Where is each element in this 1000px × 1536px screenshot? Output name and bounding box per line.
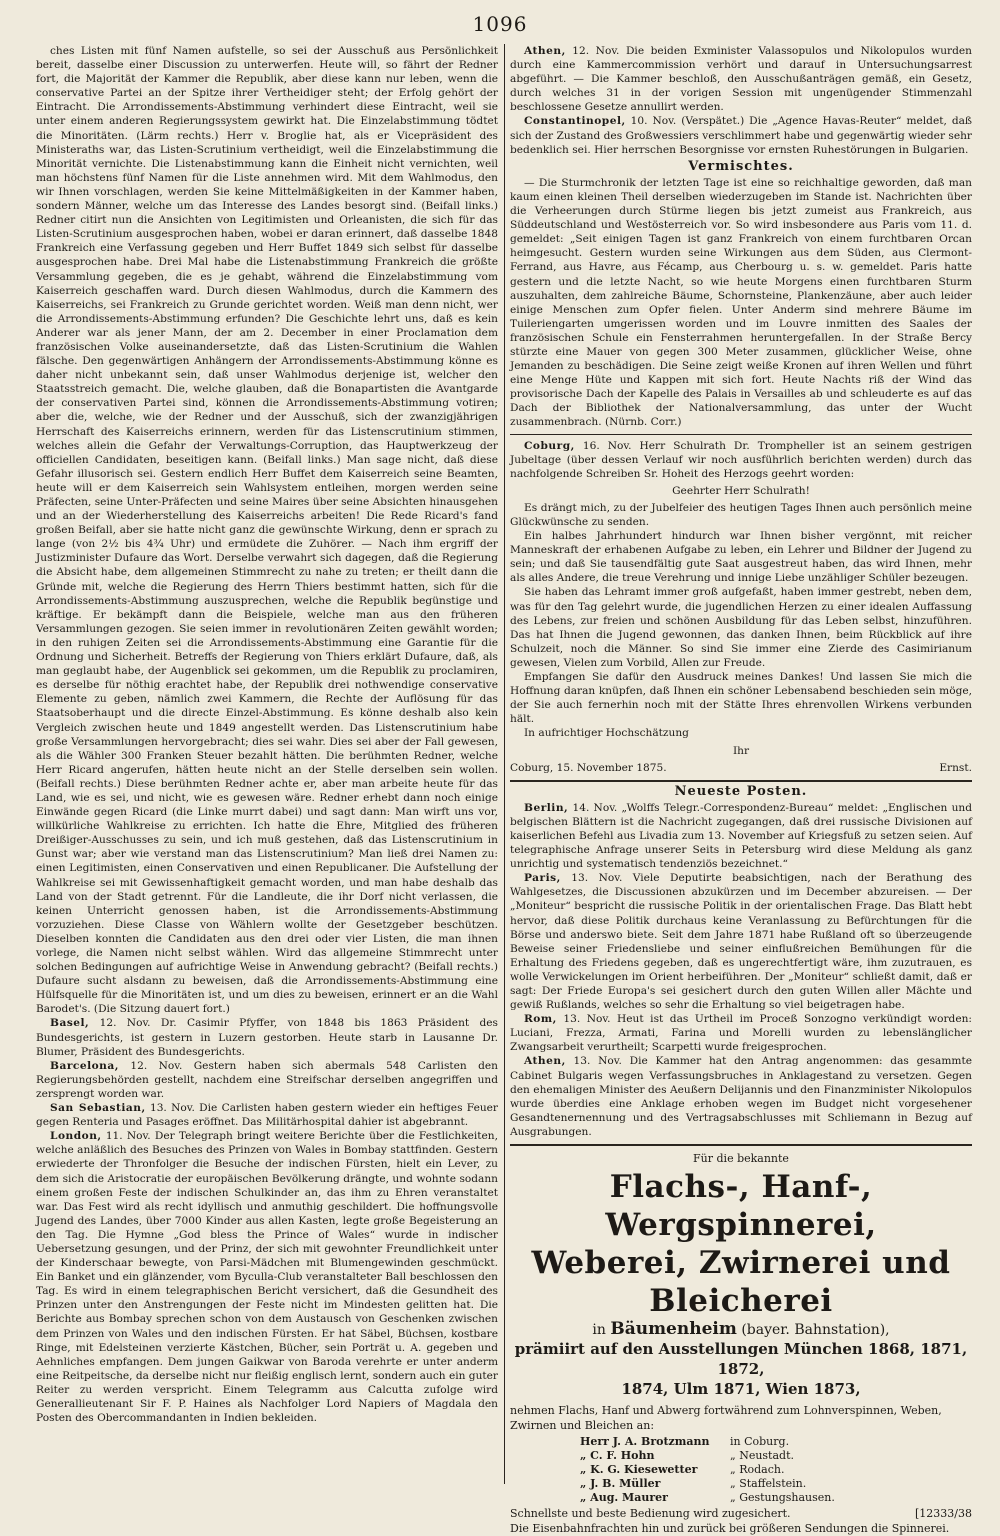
news-item-london — [36, 1129, 498, 1425]
news-text: 12. Nov. Gestern haben sich abermals 548 Carlisten den Regierungsbehörden gestellt, nachdem eine Streifschar derselben angegriffen und zersprengt worden war. — [36, 1059, 499, 1100]
ad-awards-line-1: prämiirt auf den Ausstellungen München 1868, 1871, 1872, — [514, 1340, 968, 1379]
agent-row — [580, 1491, 972, 1505]
ad-service-row — [510, 1507, 972, 1521]
news-text: 13. Nov. Heut ist das Urtheil im Proceß Sonzogno verkündigt worden: Luciani, Frezza, Armati, Farina und Morelli wurden zu lebenslänglicher Zwangsarbeit verurtheilt; Scarpetti wurde freigesprochen. — [510, 1013, 973, 1054]
letter-paragraph: Empfangen Sie dafür den Ausdruck meines Dankes! Und lassen Sie mich die Hoffnung daran knüpfen, daß Ihnen ein schöner Lebensabend beschieden sein möge, der Sie auch fernerhin noch mit der Stätte Ihres ehrenvollen Wirkens verbunden hält. — [510, 671, 972, 726]
column-divider — [504, 44, 505, 1484]
dateline-place: Constantinopel, — [524, 115, 626, 128]
dateline-place: Barcelona, — [50, 1059, 119, 1072]
dateline-place: London, — [50, 1130, 102, 1143]
news-item-coburg — [510, 439, 972, 481]
news-text: 13. Nov. Die Carlisten haben gestern wieder ein heftiges Feuer gegen Renteria und Pasages eröffnet. Das Militärhospital dahier ist abgebrannt. — [36, 1102, 498, 1129]
news-text: 12. Nov. Dr. Casimir Pfyffer, von 1848 bis 1863 Präsident des Bundesgerichts, ist gestern in Luzern gestorben. Heute starb in Lausanne Dr. Blumer, Präsident des Bundesgerichts. — [36, 1017, 498, 1058]
letter-closing: In aufrichtiger Hochschätzung — [524, 727, 689, 740]
news-text: 11. Nov. Der Telegraph bringt weitere Berichte über die Festlichkeiten, welche anläßlich des Besuches des Prinzen von Wales in Bombay stattfinden. Gestern erwiederte der Thronfolger die Besuche der indischen Fürsten, hielt ein Lever, zu dem sich die Aristocratie der europäischen Bevölkerung drängte, und wohnte sodann einem großen Feste der indischen Schulkinder an, das ihm zu Ehren veranstaltet war. Das Fest wird als recht idyllisch und anmuthig geschildert. Die hoffnungsvolle Jugend des Landes, über 7000 Kinder aus allen Kasten, legte große Begeisterung an den Tag. Die Hymne „God bless the Prince of Wales“ wurde in indischer Uebersetzung gesungen, und der Prinz, der sich mit gewohnter Freundlichkeit unter der Kinderschaar bewegte, von Parsi-Mädchen mit Blumengewinden geschmückt. Ein Banket und ein glänzender, vom Byculla-Club veranstalteter Ball beschlossen den Tag. Es wird in einem telegraphischen Bericht versichert, daß die Gesundheit des Prinzen unter den Anstrengungen der Feste nicht im Mindesten gelitten hat. Die Berichte aus Bombay sprechen schon von dem Austausch von Geschenken zwischen dem Prinzen von Wales und den indischen Fürsten. Er hat Säbel, Büchsen, kostbare Ringe, mit Edelsteinen verzierte Kästchen, Bücher, sein Porträt u. A. gegeben und Aehnliches empfangen. Dem jungen Gaikwar von Baroda verehrte er unter anderm eine Reitpeitsche, da derselbe nicht nur fleißig englisch lernt, sondern auch ein guter Reiter zu werden verspricht. Einem Telegramm aus Calcutta zufolge wird Generallieutenant Sir F. P. Haines als Nachfolger Lord Napiers of Magdala den Posten des Obercommandanten in Indien bekleiden. — [36, 1130, 498, 1425]
dateline-place: Rom, — [524, 1013, 557, 1026]
agent-list — [580, 1435, 972, 1505]
ad-location-note: (bayer. Bahnstation), — [741, 1322, 890, 1339]
page-number: 1096 — [472, 12, 528, 36]
agent-town: „ Staffelstein. — [730, 1477, 807, 1491]
agent-row — [580, 1477, 972, 1491]
letter-salutation: Geehrter Herr Schulrath! — [672, 484, 810, 497]
news-text: 12. Nov. Die beiden Exminister Valassopulos und Nikolopulos wurden durch eine Kammercommission verhört und darauf in Untersuchungsarrest abgeführt. — Die Kammer beschloß, den Ausschußanträgen gemäß, ein Gesetz, durch welches 31 in der vorigen Session mit ungenügender Stimmenzahl beschlossene Gesetze annullirt werden. — [510, 45, 972, 114]
letter-ihr: Ihr — [732, 744, 750, 757]
letter-paragraph: Sie haben das Lehramt immer groß aufgefaßt, haben immer gestrebt, neben dem, was für den Tag gelehrt wurde, die jugendlichen Herzen zu einer idealen Auffassung des Lebens, zur freien und schönen Ausbildung für das Leben selbst, hinzuführen. Das hat Ihnen die Jugend gewonnen, das danken Ihnen, beim Rückblick auf ihre Schulzeit, noch die Männer. So sind Sie immer eine Zierde des Casimirianum gewesen, Vielen zum Vorbild, Allen zur Freude. — [510, 586, 972, 669]
ad-body: nehmen Flachs, Hanf und Abwerg fortwährend zum Lohnverspinnen, Weben, Zwirnen und Bleichen an: — [510, 1404, 942, 1433]
ad-title-line-1: Flachs-, Hanf-, Wergspinnerei, — [605, 1169, 877, 1244]
news-item-barcelona — [36, 1059, 498, 1101]
letter-paragraph: Es drängt mich, zu der Jubelfeier des heutigen Tages Ihnen auch persönlich meine Glückwünsche zu senden. — [510, 501, 972, 528]
ad-location-pre: in — [592, 1322, 606, 1339]
dateline-place: Berlin, — [524, 801, 569, 814]
dateline-place: Paris, — [524, 872, 561, 885]
letter-paragraph: Ein halbes Jahrhundert hindurch war Ihnen bisher vergönnt, mit reicher Manneskraft der erhabenen Aufgabe zu leben, ein Lehrer und Bildner der Jugend zu sein; und daß Sie tausendfältig gute Saat ausgestreut haben, das wird Ihnen, mehr als alles Andere, die treue Verehrung und innige Liebe unzähliger Schüler bezeugen. — [510, 530, 972, 585]
news-text: 13. Nov. Viele Deputirte beabsichtigen, nach der Berathung des Wahlgesetzes, die Discussionen abzukürzen und im December abzureisen. — Der „Moniteur“ bespricht die russische Politik in der orientalischen Frage. Das Blatt hebt hervor, daß diese Politik durchaus keine Veranlassung zu Befürchtungen für die Börse und anderswo biete. Seit dem Jahre 1871 habe Rußland oft so überzeugende Beweise seiner Friedensliebe und seiner einflußreichen Bemühungen für die Erhaltung des Friedens gegeben, daß es ungerechtfertigt wäre, ihm zuzutrauen, es wolle Verwickelungen im Orient herbeiführen. Der „Moniteur“ schließt damit, daß er sagt: Der Friede Europa's sei gesichert durch den guten Willen aller Mächte und gewiß Rußlands, welches so sehr die Erhaltung so viel beigetragen habe. — [510, 872, 972, 1012]
ad-location-name: Bäumenheim — [610, 1319, 737, 1340]
news-text: 14. Nov. „Wolffs Telegr.-Correspondenz-Bureau“ meldet: „Englischen und belgischen Blättern ist die Nachricht zugegangen, daß drei russische Divisionen auf kaiserlichen Befehl aus Livadia zum 13. November auf Kriegsfuß zu setzen seien. Auf telegraphische Anfrage unserer Seits in Petersburg wird diese Meldung als ganz unrichtig und systematisch tendenziös bezeichnet.“ — [510, 801, 973, 871]
news-item-constantinopel — [510, 114, 972, 156]
agent-name: „ J. B. Müller — [580, 1477, 661, 1491]
agent-name: „ K. G. Kiesewetter — [580, 1463, 698, 1477]
news-item-athen — [510, 44, 972, 114]
news-item-san-sebastian — [36, 1101, 498, 1129]
dateline-place: Athen, — [524, 1055, 566, 1068]
section-heading-neueste-posten: Neueste Posten. — [674, 783, 808, 799]
ad-intro: Für die bekannte — [693, 1152, 789, 1166]
letter-date: Coburg, 15. November 1875. — [510, 761, 667, 774]
ad-title-line-2: Weberei, Zwirnerei und Bleicherei — [531, 1245, 951, 1320]
dateline-place: Athen, — [524, 45, 566, 57]
agent-town: „ Gestungshausen. — [730, 1491, 835, 1505]
news-text: 13. Nov. Die Kammer hat den Antrag angenommen: das gesammte Cabinet Bulgaris wegen Verfassungsbruches in Anklagestand zu versetzen. Gegen den ehemaligen Minister des Aeußern Delijannis und den Finanzminister Nikolopulos wurde überdies eine Anklage erhoben wegen im Budget nicht vorgesehener Gesandtenernennung und des Vertragsabschlusses mit Schliemann in Bezug auf Ausgrabungen. — [510, 1055, 972, 1138]
agent-row — [580, 1435, 972, 1449]
section-rule — [510, 780, 972, 782]
letter-signature-row — [510, 761, 972, 775]
ad-reference: [12333/38 — [915, 1507, 972, 1521]
news-text: 10. Nov. (Verspätet.) Die „Agence Havas-Reuter“ meldet, daß sich der Zustand des Großwessiers verschlimmert habe und gegenwärtig wieder sehr bedenklich sei. Hier herrschen Besorgnisse vor ernsten Ruhestörungen in Bulgarien. — [510, 115, 972, 156]
agent-name: „ C. F. Hohn — [580, 1449, 655, 1463]
france-chamber-report: ches Listen mit fünf Namen aufstelle, so sei der Ausschuß aus Persönlichkeit bereit, dasselbe einer Discussion zu unterwerfen. Heute will, so fährt der Redner fort, die Majorität der Kammer die Republik, aber diese kann nur leben, wenn die conservative Partei an der Spitze ihrer Vertheidiger steht; der Erfolg gehört der Eintracht. Die Arrondissements-Abstimmung verhindert diese Eintracht, weil sie unter einem anderen Regierungssystem gewirkt hat. Die Einzelabstimmung tödtet die Minoritäten. (Lärm rechts.) Herr v. Broglie hat, als er Vicepräsident des Ministeraths war, das Listen-Scrutinium vertheidigt, weil die Einzelabstimmung die Minorität vernichte. Die Listenabstimmung kann die Einheit nicht vernichten, weil man höchstens fünf Namen für die Liste annehmen wird. Mit dem Wahlmodus, den wir Ihnen vorschlagen, werden Sie keine Mittelmäßigkeiten in der Kammer haben, sondern Männer, welche um das Interesse des Landes besorgt sind. (Beifall links.) Redner citirt nun die Ansichten von Legitimisten und Orleanisten, die sich für das Listen-Scrutinium ausgesprochen haben, wobei er daran erinnert, daß dasselbe 1848 Frankreich eine Verfassung gegeben und Herr Buffet 1849 sich selbst für dasselbe ausgesprochen habe. Drei Mal habe die Listenabstimmung Frankreich die größte Versammlung gegeben, die es je gehabt, während die Einzelabstimmung vom Kaiserreich geschaffen ward. Durch diesen Wahlmodus, durch die Kammern des Kaiserreichs, sei Frankreich zu Grunde gerichtet worden. Weiß man denn nicht, wer die Arrondissements-Abstimmung erfunden? Die Geschichte lehrt uns, daß es kein Anderer war als jener Mann, der am 2. December in einer Proclamation dem französischen Volke auseinandersetzte, daß das Listen-Scrutinium die Wahlen fälsche. Den gegenwärtigen Anhängern der Arrondissements-Abstimmung könne es daher nicht unbekannt sein, daß unser Wahlmodus derjenige ist, welcher den Staatsstreich gemacht. Die, welche glauben, daß die Bonapartisten die Avantgarde der conservativen Partei sind, können die Arrondissements-Abstimmung votiren; aber die, welche, wie der Redner und der Ausschuß, sich der zwanzigjährigen Herrschaft des Kaiserreichs erinnern, werden für das Listenscrutinium stimmen, welches allein die Gefahr der Verwaltungs-Corruption, das Hauptwerkzeug der officiellen Candidaten, beseitigen kann. (Beifall links.) Man sage nicht, daß diese Gefahr illusorisch sei. Gestern endlich Herr Buffet dem Kaiserreich seine Beamten, heute will er dem Kaiserreich sein Wahlsystem entleihen, morgen werden seine Präfecten, seine Unter-Präfecten und seine Maires über seine Absichten hinausgehen und an der Wiederherstellung des Kaiserreichs arbeiten! Die Rede Ricard's fand großen Beifall, aber sie hatte nicht ganz die gewünschte Wirkung, denn er sprach zu lange (von 2½ bis 4¾ Uhr) und ermüdete die Zuhörer. — Nach ihm ergriff der Justizminister Dufaure das Wort. Derselbe verwahrt sich dagegen, daß die Regierung die Absicht habe, dem allgemeinen Stimmrecht zu nahe zu treten; er theilt dann die Gründe mit, welche die Regierung des Herrn Thiers bestimmt hatten, sich für die Arrondissements-Abstimmung auszusprechen, welche die Republik begünstige und kräftige. Er bekämpft dann die Beispiele, welche man aus den früheren Versammlungen gezogen. Sie seien immer in revolutionären Zeiten gewählt worden; in den ruhigen Zeiten sei die Arrondissements-Abstimmung eine Garantie für die Ordnung und Sicherheit. Betreffs der Regierung von Thiers erklärt Dufaure, daß, als man geglaubt habe, der Augenblick sei gekommen, um die Republik zu proclamiren, es derselbe für nöthig erachtet habe, der Republik drei nothwendige conservative Elemente zu geben, nämlich zwei Kammern, die Rechte der Auflösung für das Staatsoberhaupt und die directe Einzel-Abstimmung. Es könne deshalb also kein Vergleich zwischen heute und 1849 angestellt werden. Das Listenscrutinium habe große Versammlungen hervorgebracht; dies sei wahr. Dies sei aber der Fall gewesen, als die Wähler 300 Franken Steuer bezahlt hätten. Die berühmten Redner, welche Herr Ricard angerufen, hätten heute nicht an der Stelle derselben sein wollen. (Beifall rechts.) Diese berühmten Redner achte er, aber man arbeite heute für das Land, wie es sei, und nicht, wie es gewesen wäre. Redner erhebt dann noch einige Einwände gegen Ricard (die Linke murrt dabei) und sagt dann: Man wirft uns vor, willkürliche Wahlkreise zu errichten. Ich hatte die Ehre, Mitglied des früheren Dreißiger-Ausschusses zu sein, und ich muß gestehen, daß das Listenscrutinium in Gunst war; aber wie verstand man das Listenscrutinium? Man ließ drei Namen zu: einen Legitimisten, einen Conservativen und einen Republicaner. Die Aufstellung der Wahlkreise sei mit Gewissenhaftigkeit gemacht worden, und man habe deshalb das Land von der Stadt getrennt. Für die Landleute, die ihr Dorf nicht verlassen, die keinen Unterricht genossen haben, ist die Arrondissements-Abstimmung vorzuziehen. Diese Classe von Wählern wollte der Gesetzgeber beschützen. Dieselben konnten die Candidaten aus den drei oder vier Listen, die man ihnen vorlege, die Namen nicht selbst wählen. Wird das allgemeine Stimmrecht unter solchen Bedingungen auf aufrichtige Weise in Anwendung gebracht? (Beifall rechts.) Dufaure sucht alsdann zu beweisen, daß die Arrondissements-Abstimmung eine Hülfsquelle für die Minoritäten ist, und um dies zu beweisen, erinnert er an die Wahl Barodet's. (Die Sitzung dauert fort.) — [36, 45, 498, 1016]
agent-row — [580, 1449, 972, 1463]
agent-name: Herr J. A. Brotzmann — [580, 1435, 710, 1449]
agent-town: „ Rodach. — [730, 1463, 785, 1477]
left-column — [36, 44, 498, 1524]
dateline-place: Basel, — [50, 1017, 90, 1030]
letter-signature: Ernst. — [939, 761, 972, 774]
advertisement-spinnerei — [510, 1152, 972, 1536]
news-item-rom — [510, 1012, 972, 1054]
section-heading-vermischtes: Vermischtes. — [688, 158, 794, 174]
dateline-place: San Sebastian, — [50, 1102, 146, 1115]
ad-footer: Die Eisenbahnfrachten hin und zurück bei größeren Sendungen die Spinnerei. — [510, 1522, 950, 1536]
dateline-place: Coburg, — [524, 439, 575, 452]
section-rule — [510, 1144, 972, 1146]
news-item-athen-2 — [510, 1054, 972, 1139]
agent-name: „ Aug. Maurer — [580, 1491, 668, 1505]
ad-location — [510, 1319, 972, 1340]
agent-town: „ Neustadt. — [730, 1449, 794, 1463]
ducal-letter — [510, 484, 972, 775]
news-text: 16. Nov. Herr Schulrath Dr. Trompheller ist an seinem gestrigen Jubeltage (über dessen Verlauf wir noch ausführlich berichten werden) durch das nachfolgende Schreiben Sr. Hoheit des Herzogs geehrt worden: — [510, 439, 972, 480]
news-item-paris — [510, 871, 972, 1012]
right-column — [510, 44, 973, 1536]
agent-town: in Coburg. — [730, 1435, 790, 1449]
ad-service: Schnellste und beste Bedienung wird zugesichert. — [510, 1507, 791, 1521]
news-item-basel — [36, 1016, 498, 1058]
news-item-berlin — [510, 801, 972, 871]
vermischtes-article: — Die Sturmchronik der letzten Tage ist eine so reichhaltige geworden, daß man kaum einen kleinen Theil derselben wiederzugeben im Stande ist. Nachrichten über die Verheerungen durch Stürme liegen bis jetzt zumeist aus Frankreich, aus Süddeutschland und Westösterreich vor. So wird insbesondere aus Paris vom 11. d. gemeldet: „Seit einigen Tagen ist ganz Frankreich von einem furchtbaren Orcan heimgesucht. Gestern wurden seine Wirkungen aus dem Süden, aus Clermont-Ferrand, aus Havre, aus Fécamp, aus Cherbourg u. s. w. gemeldet. Paris hatte gestern und die letzte Nacht, so wie heute Morgens einen furchtbaren Sturm auszuhalten, dem zahlreiche Bäume, Schornsteine, Plankenzäune, aber auch leider einige Menschen zum Opfer fielen. Unter Anderm sind mehrere Bäume im Tuileriengarten umgerissen worden und im Louvre inmitten des Saales der französischen Schule ein Fensterrahmen heruntergefallen. In der Straße Bercy stürzte eine Mauer von gegen 300 Meter zusammen, glücklicher Weise, ohne Jemanden zu beschädigen. Die Seine zeigt weiße Kronen auf ihren Wellen und führt eine Menge Hüte und Kappen mit sich fort. Heute Nachts riß der Wind das provisorische Dach der Kapelle des Palais in Versailles ab und schleuderte es auf das Dach der Bibliothek der Nationalversammlung, das unter der Wucht zusammenbrach. (Nürnb. Corr.) — [510, 176, 972, 429]
section-rule — [510, 434, 972, 435]
agent-row — [580, 1463, 972, 1477]
ad-awards-line-2: 1874, Ulm 1871, Wien 1873, — [621, 1380, 861, 1399]
